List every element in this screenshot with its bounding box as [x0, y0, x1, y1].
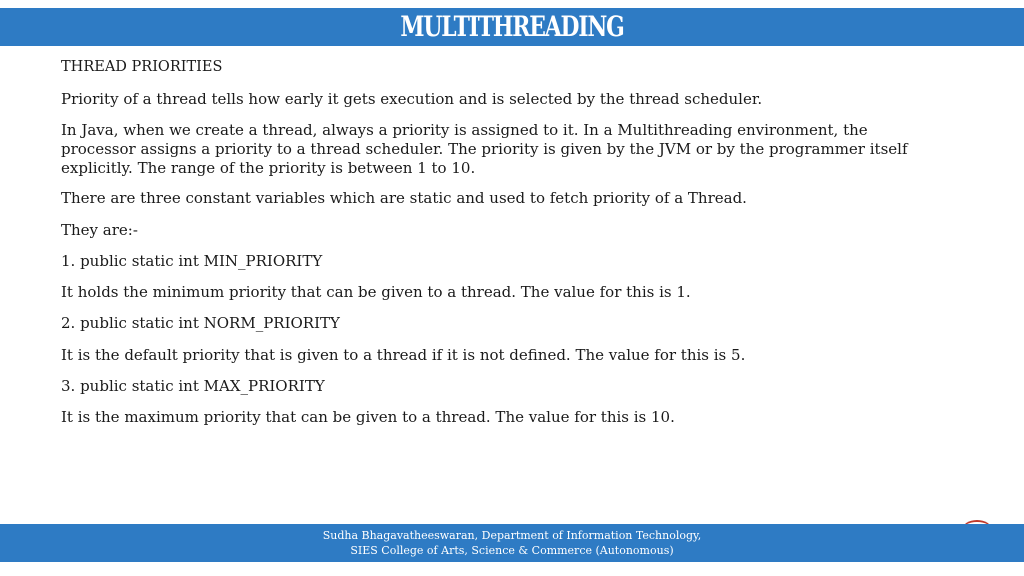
footer-bar: [0, 524, 1024, 562]
title-bar: [0, 8, 1024, 46]
list-item-max-priority: 3. public static int MAX_PRIORITY: [61, 377, 325, 395]
paragraph-min-priority-desc: It holds the minimum priority that can be given to a thread. The value for this is 1.: [61, 283, 691, 301]
footer-author: Sudha Bhagavatheeswaran, Department of Information Technology,: [322, 529, 702, 542]
footer-institution: SIES College of Arts, Science & Commerce (Autonomous): [350, 544, 674, 557]
paragraph-max-priority-desc: It is the maximum priority that can be given to a thread. The value for this is 10.: [61, 408, 675, 426]
list-item-min-priority: 1. public static int MIN_PRIORITY: [61, 252, 323, 270]
slide-title: MULTITHREADING: [400, 10, 624, 43]
section-heading: THREAD PRIORITIES: [61, 59, 223, 75]
paragraph-intro: Priority of a thread tells how early it gets execution and is selected by the thread scheduler.: [61, 90, 763, 108]
paragraph-norm-priority-desc: It is the default priority that is given to a thread if it is not defined. The value for this is 5.: [61, 346, 746, 364]
paragraph-java-priority: In Java, when we create a thread, always a priority is assigned to it. In a Multithreading environment, the processor assigns a priority to a thread scheduler. The priority is given by the JVM or by the programmer itself explicitly. The range of the priority is between 1 to 10.: [61, 121, 908, 177]
paragraph-they-are: They are:-: [61, 221, 138, 239]
list-item-norm-priority: 2. public static int NORM_PRIORITY: [61, 314, 340, 332]
paragraph-constants: There are three constant variables which are static and used to fetch priority of a Thread.: [61, 189, 747, 207]
